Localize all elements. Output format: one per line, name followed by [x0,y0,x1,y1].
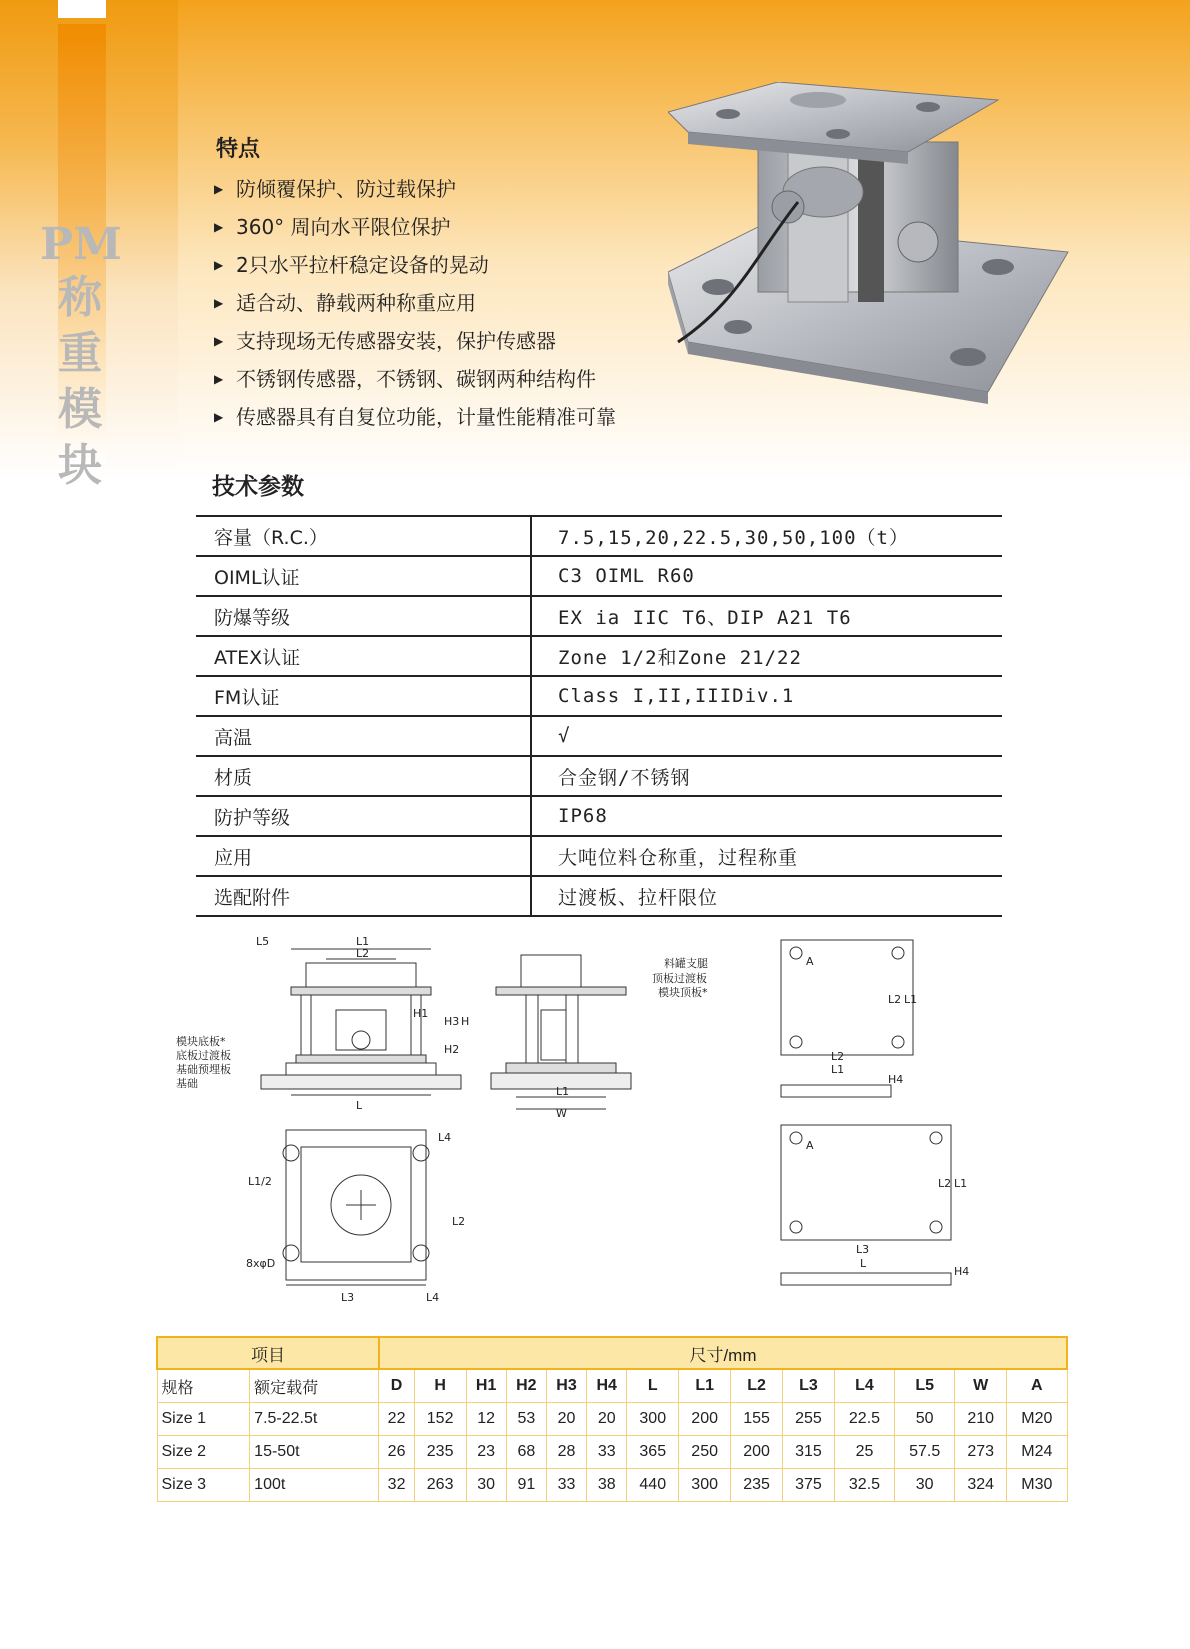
bullet-arrow-icon: ▶ [214,258,224,272]
plan-view-drawing [283,1130,429,1285]
label-front: 底板过渡板 [176,1049,231,1062]
table-row: 材质 合金钢/不锈钢 [196,756,1002,796]
side-title-char: 块 [58,440,102,491]
label-front: L2 [356,947,370,960]
side-title-char: 重 [58,328,102,379]
feature-item: ▶ 不锈钢传感器，不锈钢、碳钢两种结构件 [214,360,616,398]
label-side: 模块顶板* [658,986,708,999]
bullet-arrow-icon: ▶ [214,296,224,310]
table-header-row: 项目 尺寸/mm [157,1337,1067,1369]
front-view-drawing [261,949,461,1095]
table-row: 防爆等级 EX ia IIC T6、DIP A21 T6 [196,596,1002,636]
label-side: 料罐支腿 [664,957,708,970]
side-title [40,220,120,494]
feature-item: ▶ 360° 周向水平限位保护 [214,208,616,246]
label-side: L1 [556,1085,570,1098]
table-header-row: 规格 额定载荷 D H H1 H2 H3 H4 L L1 L2 L3 L4 L5 W A [157,1369,1067,1403]
label-plan: L1/2 [248,1175,272,1188]
feature-item: ▶ 传感器具有自复位功能，计量性能精准可靠 [214,398,616,436]
specs-title: 技术参数 [212,474,304,500]
label-plate: A [806,1139,814,1152]
label-front: L5 [256,935,270,948]
table-row: Size 1 7.5-22.5t 22 152 12 53 20 20 300 200 155 255 22.5 50 210 M20 [157,1403,1067,1436]
table-row: 容量（R.C.） 7.5,15,20,22.5,30,50,100（t） [196,516,1002,556]
label-front: H2 [444,1043,460,1056]
label-front: L1 [356,935,370,948]
label-plate: L2 [938,1177,952,1190]
bullet-arrow-icon: ▶ [214,182,224,196]
feature-item: ▶ 适合动、静载两种称重应用 [214,284,616,322]
label-front: 基础 [176,1077,198,1090]
features-list [214,170,616,436]
label-front: H3 [444,1015,460,1028]
label-plate: L3 [856,1243,870,1256]
label-front: H [461,1015,470,1028]
strip-bar [58,0,106,18]
label-plan: L2 [452,1215,466,1228]
table-row: ATEX认证 Zone 1/2和Zone 21/22 [196,636,1002,676]
bullet-arrow-icon: ▶ [214,372,224,386]
side-title-char: 模 [58,384,102,435]
label-front: 模块底板* [176,1035,226,1048]
label-front: L [356,1099,363,1112]
label-plan: L3 [341,1291,355,1304]
label-plate: L [860,1257,867,1270]
label-plate: L1 [904,993,918,1006]
label-front: 基础预埋板 [176,1063,231,1076]
table-row: Size 3 100t 32 263 30 91 33 38 440 300 235 375 32.5 30 324 M30 [157,1469,1067,1502]
label-plan: 8xφD [246,1257,276,1270]
bullet-arrow-icon: ▶ [214,220,224,234]
table-row: 防护等级 IP68 [196,796,1002,836]
table-row: 高温 √ [196,716,1002,756]
table-row: 应用 大吨位料仓称重，过程称重 [196,836,1002,876]
label-plate: L1 [954,1177,968,1190]
side-title-pm: PM [40,219,122,270]
table-row: FM认证 Class I,II,IIIDiv.1 [196,676,1002,716]
label-plan: L4 [426,1291,440,1304]
table-row: 选配附件 过渡板、拉杆限位 [196,876,1002,916]
label-plate: A [806,955,814,968]
label-side: W [556,1107,567,1120]
product-image [668,82,1088,412]
feature-item: ▶ 2只水平拉杆稳定设备的晃动 [214,246,616,284]
label-plan: L4 [438,1131,452,1144]
label-side: 顶板过渡板 [652,972,707,985]
label-plate: L2 [831,1050,845,1063]
technical-drawings [176,935,996,1310]
features-title: 特点 [216,137,261,162]
feature-item: ▶ 支持现场无传感器安装，保护传感器 [214,322,616,360]
label-plate: H4 [888,1073,904,1086]
label-plate: L1 [831,1063,845,1076]
side-title-char: 称 [58,272,102,323]
specs-table [196,515,1002,917]
table-row: OIML认证 C3 OIML R60 [196,556,1002,596]
dimensions-table [156,1336,1068,1502]
feature-item: ▶ 防倾覆保护、防过载保护 [214,170,616,208]
label-plate: L2 [888,993,902,1006]
label-plate: H4 [954,1265,970,1278]
bullet-arrow-icon: ▶ [214,410,224,424]
bullet-arrow-icon: ▶ [214,334,224,348]
table-row: Size 2 15-50t 26 235 23 68 28 33 365 250 200 315 25 57.5 273 M24 [157,1436,1067,1469]
label-front: H1 [413,1007,429,1020]
